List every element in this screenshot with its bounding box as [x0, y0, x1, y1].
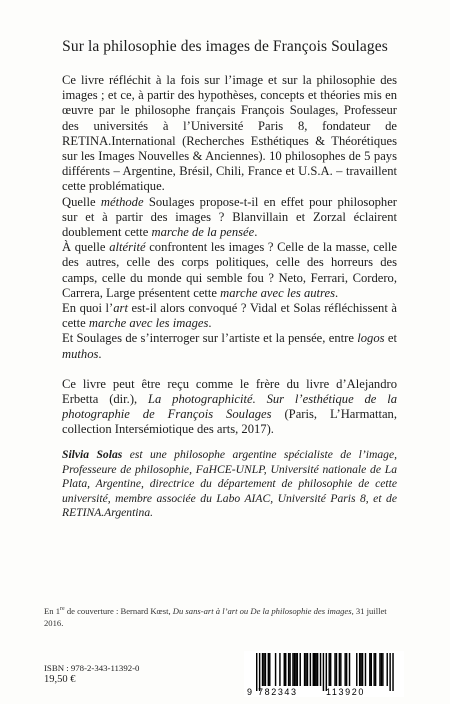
italic-run: marche avec les images: [88, 316, 209, 331]
paragraph-art: [62, 301, 397, 331]
barcode-bar: [288, 653, 289, 686]
barcode-bar: [310, 653, 311, 686]
barcode-bar: [259, 653, 260, 691]
barcode: [244, 651, 404, 697]
barcode-bar: [373, 653, 374, 686]
barcode-bar: [289, 653, 290, 686]
barcode-bar: [284, 653, 285, 686]
barcode-bar: [256, 653, 257, 691]
text-run: .: [98, 346, 102, 361]
paragraph-method: [62, 195, 397, 241]
barcode-bar: [292, 653, 293, 686]
barcode-bar: [369, 653, 370, 686]
barcode-bar: [381, 653, 382, 686]
barcode-bar: [330, 653, 331, 686]
barcode-bar: [336, 653, 337, 686]
barcode-bar: [340, 653, 341, 686]
italic-run: marche avec les autres: [220, 285, 335, 300]
barcode-bar: [317, 653, 318, 686]
barcode-bar: [285, 653, 286, 686]
paragraph-intro: [62, 73, 397, 195]
price: 19,50 €: [44, 674, 76, 685]
author-bio: [62, 448, 397, 521]
text-run: confrontent les images ? Celle de la masse, celle des autres, celle des corps politiques, celle des horreurs des camps, celle du monde qui semble fou ? Neto, Ferrari, Cordero, Carrera, Large présentent cette: [62, 240, 397, 300]
author-bio-text: est une philosophe argentine spécialiste de l’image, Professeure de philosophie, FaHCE-UNLP, Université nationale de La Plata, Argentine, directrice du département de philosophie de cette université, membre associée du Labo AIAC, Université Paris 8, et de RETINA.Argentina.: [62, 448, 397, 520]
text-run: Ce livre réfléchit à la fois sur l’image et sur la philosophie des images ; et ce, à partir des hypothèses, concepts et théories mis en œuvre par le philosophe français François Soulages, Professeur des universités à l’Université Paris 8, fondateur de RETINA.International (Recherches Esthétiques & Théorétiques sur les Images Nouvelles & Anciennes). 10 philosophes de 5 pays différents – Argentine, Brésil, Chili, France et U.S.A. – travaillent cette problématique.: [62, 73, 397, 194]
barcode-bar: [279, 653, 280, 686]
text-run: Et Soulages de s’interroger sur l’artiste et la pensée, entre: [62, 331, 358, 346]
italic-run: altérité: [109, 240, 146, 255]
barcode-bar: [295, 653, 296, 686]
barcode-bar: [300, 653, 301, 686]
barcode-bar: [339, 653, 340, 686]
barcode-bar: [262, 653, 263, 686]
back-cover-title: Sur la philosophie des images de François Soulages: [62, 38, 388, 55]
text-run: et: [384, 331, 397, 346]
credit-sup: re: [60, 606, 65, 612]
paragraph-logos: [62, 331, 397, 361]
cover-credit: [44, 603, 404, 629]
text-run: À quelle: [62, 240, 110, 255]
barcode-bar: [307, 653, 308, 686]
text-run: En quoi l’: [62, 301, 114, 316]
barcode-bar: [305, 653, 306, 686]
barcode-bar: [304, 653, 305, 686]
barcode-bar: [269, 653, 270, 686]
paragraph-related-book: [62, 377, 397, 438]
credit-prefix: En 1: [44, 605, 60, 616]
barcode-first-digit: 9: [247, 687, 253, 697]
paragraph-alterity: [62, 240, 397, 301]
barcode-bar: [320, 653, 321, 686]
barcode-bar: [387, 653, 388, 686]
barcode-bar: [265, 653, 266, 686]
barcode-bar: [313, 653, 314, 686]
blurb-text: [62, 73, 397, 438]
italic-run: méthode: [100, 194, 144, 209]
barcode-bar: [360, 653, 361, 686]
author-name: Silvia Solas: [62, 448, 123, 461]
barcode-right-digits: 113920: [326, 687, 365, 697]
barcode-bar: [356, 653, 357, 686]
barcode-bar: [389, 653, 390, 691]
italic-run: art: [113, 301, 128, 316]
barcode-bar: [375, 653, 376, 686]
barcode-bar: [323, 653, 324, 691]
text-run: .: [334, 285, 339, 300]
barcode-bar: [365, 653, 366, 686]
barcode-bar: [297, 653, 298, 686]
barcode-bar: [344, 653, 345, 686]
barcode-bar: [359, 653, 360, 686]
barcode-bar: [371, 653, 372, 686]
italic-run: muthos: [62, 346, 99, 361]
barcode-left-digits: 782343: [258, 687, 298, 697]
text-run: Soulages propose-t-il en effet pour philosopher sur et à partir des images ? Blanvillain et Zorzal éclairent doublement cette: [62, 194, 397, 240]
barcode-bar: [314, 653, 315, 686]
barcode-bar: [326, 653, 327, 691]
isbn-price-block: [44, 662, 139, 686]
italic-run: La photographicité. Sur l’esthétique de la photographie de François Soulages: [62, 392, 398, 422]
barcode-bar: [362, 653, 363, 686]
barcode-bar: [346, 653, 347, 686]
barcode-bar: [349, 653, 350, 686]
credit-suffix: , 31 juillet 2016.: [44, 605, 387, 628]
barcode-bar: [379, 653, 380, 686]
barcode-bar: [268, 653, 269, 686]
text-run: .: [208, 316, 212, 331]
italic-run: logos: [357, 331, 385, 346]
credit-middle: de couverture : Bernard Kœst,: [64, 605, 173, 616]
barcode-bar: [263, 653, 264, 686]
barcode-bar: [329, 653, 330, 686]
text-run: est-il alors convoqué ? Vidal et Solas réfléchissent à cette: [62, 301, 398, 331]
barcode-bar: [382, 653, 383, 686]
barcode-bar: [392, 653, 393, 691]
barcode-bar: [315, 653, 316, 686]
credit-work-title: Du sans-art à l’art ou De la philosophie des images: [172, 605, 352, 616]
isbn: ISBN : 978-2-343-11392-0: [44, 663, 140, 673]
text-run: Quelle: [62, 194, 101, 209]
text-run: .: [254, 225, 258, 240]
text-run: (Paris, L’Harmattan, collection Intersémiotique des arts, 2017).: [62, 407, 397, 437]
italic-run: marche de la pensée: [151, 225, 255, 240]
barcode-bar: [294, 653, 295, 686]
text-run: Ce livre peut être reçu comme le frère du livre d’Alejandro Erbetta (dir.),: [62, 376, 397, 407]
barcode-bar: [275, 653, 276, 686]
barcode-bar: [334, 653, 335, 686]
